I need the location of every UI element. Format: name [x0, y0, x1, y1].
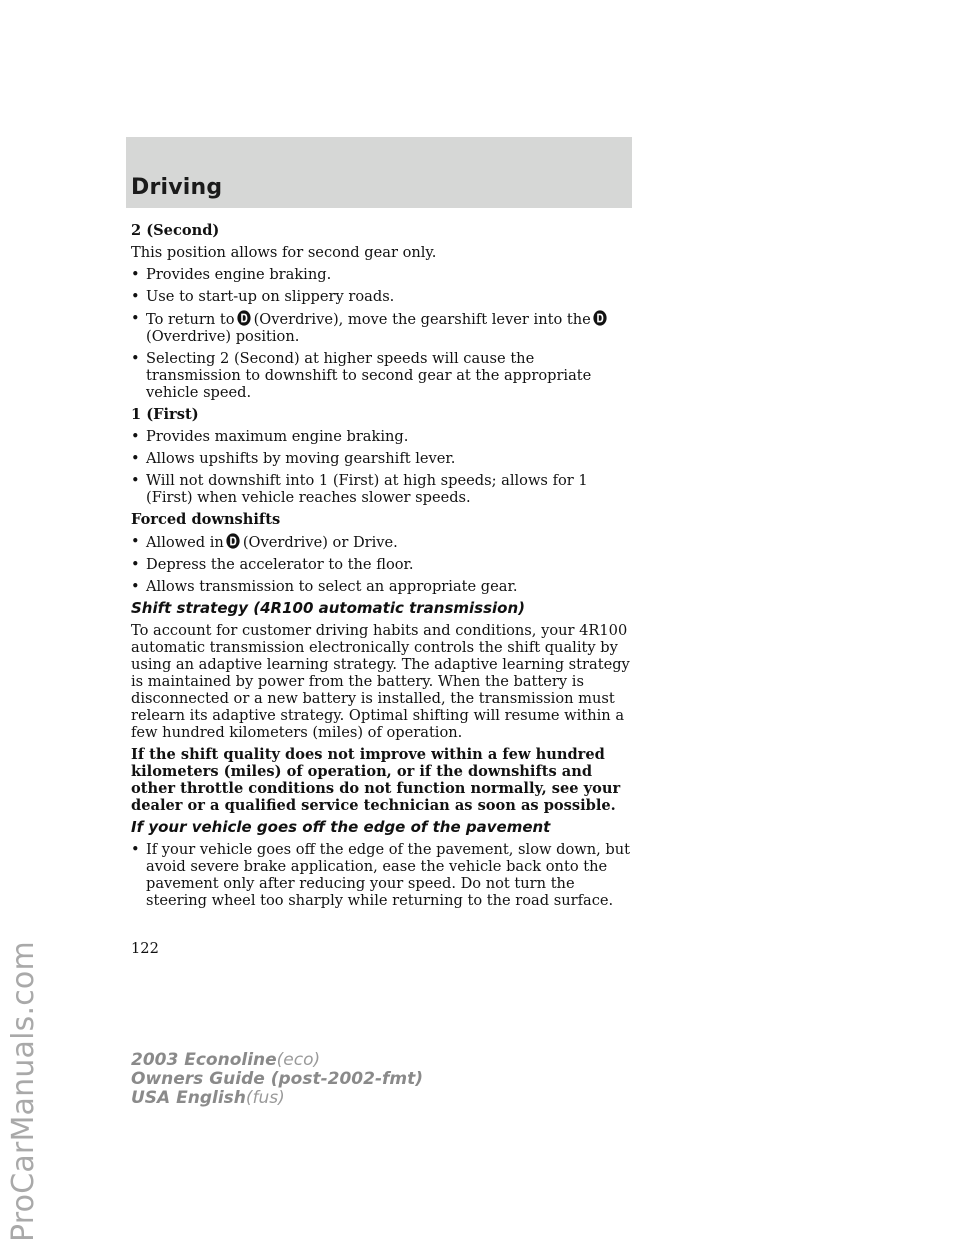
list-item	[131, 472, 631, 506]
second-intro: This position allows for second gear only.	[131, 244, 437, 261]
overdrive-d-icon	[237, 310, 251, 326]
bullet-text: Allows upshifts by moving gearshift lever.	[146, 450, 456, 467]
bullet-text: Will not downshift into 1 (First) at high speeds; allows for 1 (First) when vehicle reaches slower speeds.	[146, 472, 588, 506]
list-item	[131, 428, 631, 445]
page-content	[131, 222, 631, 914]
overdrive-d-icon	[226, 533, 240, 549]
bullet-text: Provides maximum engine braking.	[146, 428, 409, 445]
bullet-icon: •	[131, 472, 140, 489]
footer-guide: Owners Guide (post-2002-fmt)	[131, 1069, 424, 1089]
list-item	[131, 578, 631, 595]
bullet-icon: •	[131, 428, 140, 445]
list-item	[131, 450, 631, 467]
bullet-icon: •	[131, 288, 140, 305]
watermark: ProCarManuals.com	[6, 941, 41, 1242]
bullet-icon: •	[131, 266, 140, 283]
bullet-icon: •	[131, 556, 140, 573]
overdrive-d-icon	[593, 310, 607, 326]
bullet-text-pre: To return to	[146, 311, 235, 328]
second-heading: 2 (Second)	[131, 222, 220, 239]
list-item	[131, 556, 631, 573]
list-item	[131, 350, 631, 401]
bullet-text-post: (Overdrive) or Drive.	[242, 534, 398, 551]
document-footer	[131, 1051, 423, 1108]
bullet-text-pre: Allowed in	[146, 534, 224, 551]
first-heading: 1 (First)	[131, 406, 199, 423]
bullet-text: Allows transmission to select an appropriate gear.	[146, 578, 518, 595]
section-title: Driving	[131, 175, 223, 200]
bullet-text-mid: (Overdrive), move the gearshift lever into the	[253, 311, 591, 328]
bullet-text: Depress the accelerator to the floor.	[146, 556, 414, 573]
forced-heading: Forced downshifts	[131, 511, 281, 528]
bullet-text: Selecting 2 (Second) at higher speeds will cause the transmission to downshift to second gear at the appropriate vehicle speed.	[146, 350, 592, 401]
bullet-icon: •	[131, 841, 140, 858]
list-item	[131, 266, 631, 283]
shift-strategy-heading: Shift strategy (4R100 automatic transmission)	[131, 599, 525, 617]
footer-model: 2003 Econoline	[131, 1050, 277, 1070]
bullet-icon: •	[131, 533, 140, 550]
shift-strategy-body: To account for customer driving habits and conditions, your 4R100 automatic transmission electronically controls the shift quality by using an adaptive learning strategy. The adaptive learning strategy is maintained by power from the battery. When the battery is disconnected or a new battery is installed, the transmission must relearn its adaptive strategy. Optimal shifting will resume within a few hundred kilometers (miles) of operation.	[131, 622, 630, 741]
bullet-icon: •	[131, 350, 140, 367]
footer-language: USA English	[131, 1088, 246, 1108]
list-item	[131, 533, 631, 551]
list-item	[131, 310, 631, 345]
bullet-text: If your vehicle goes off the edge of the pavement, slow down, but avoid severe brake application, ease the vehicle back onto the pavement only after reducing your speed. Do not turn the steering wheel too sharply while returning to the road surface.	[146, 841, 631, 909]
bullet-icon: •	[131, 450, 140, 467]
bullet-text-end: (Overdrive) position.	[146, 328, 300, 345]
bullet-icon: •	[131, 310, 140, 327]
shift-strategy-warning: If the shift quality does not improve within a few hundred kilometers (miles) of operation, or if the downshifts and other throttle conditions do not function normally, see your dealer or a qualified service technician as soon as possible.	[131, 746, 621, 814]
bullet-text: Provides engine braking.	[146, 266, 332, 283]
footer-model-code: (eco)	[276, 1050, 321, 1070]
page-number: 122	[131, 940, 159, 957]
list-item	[131, 841, 631, 909]
footer-language-code: (fus)	[245, 1088, 285, 1108]
bullet-text: Use to start-up on slippery roads.	[146, 288, 395, 305]
bullet-icon: •	[131, 578, 140, 595]
pavement-heading: If your vehicle goes off the edge of the pavement	[131, 818, 551, 836]
list-item	[131, 288, 631, 305]
